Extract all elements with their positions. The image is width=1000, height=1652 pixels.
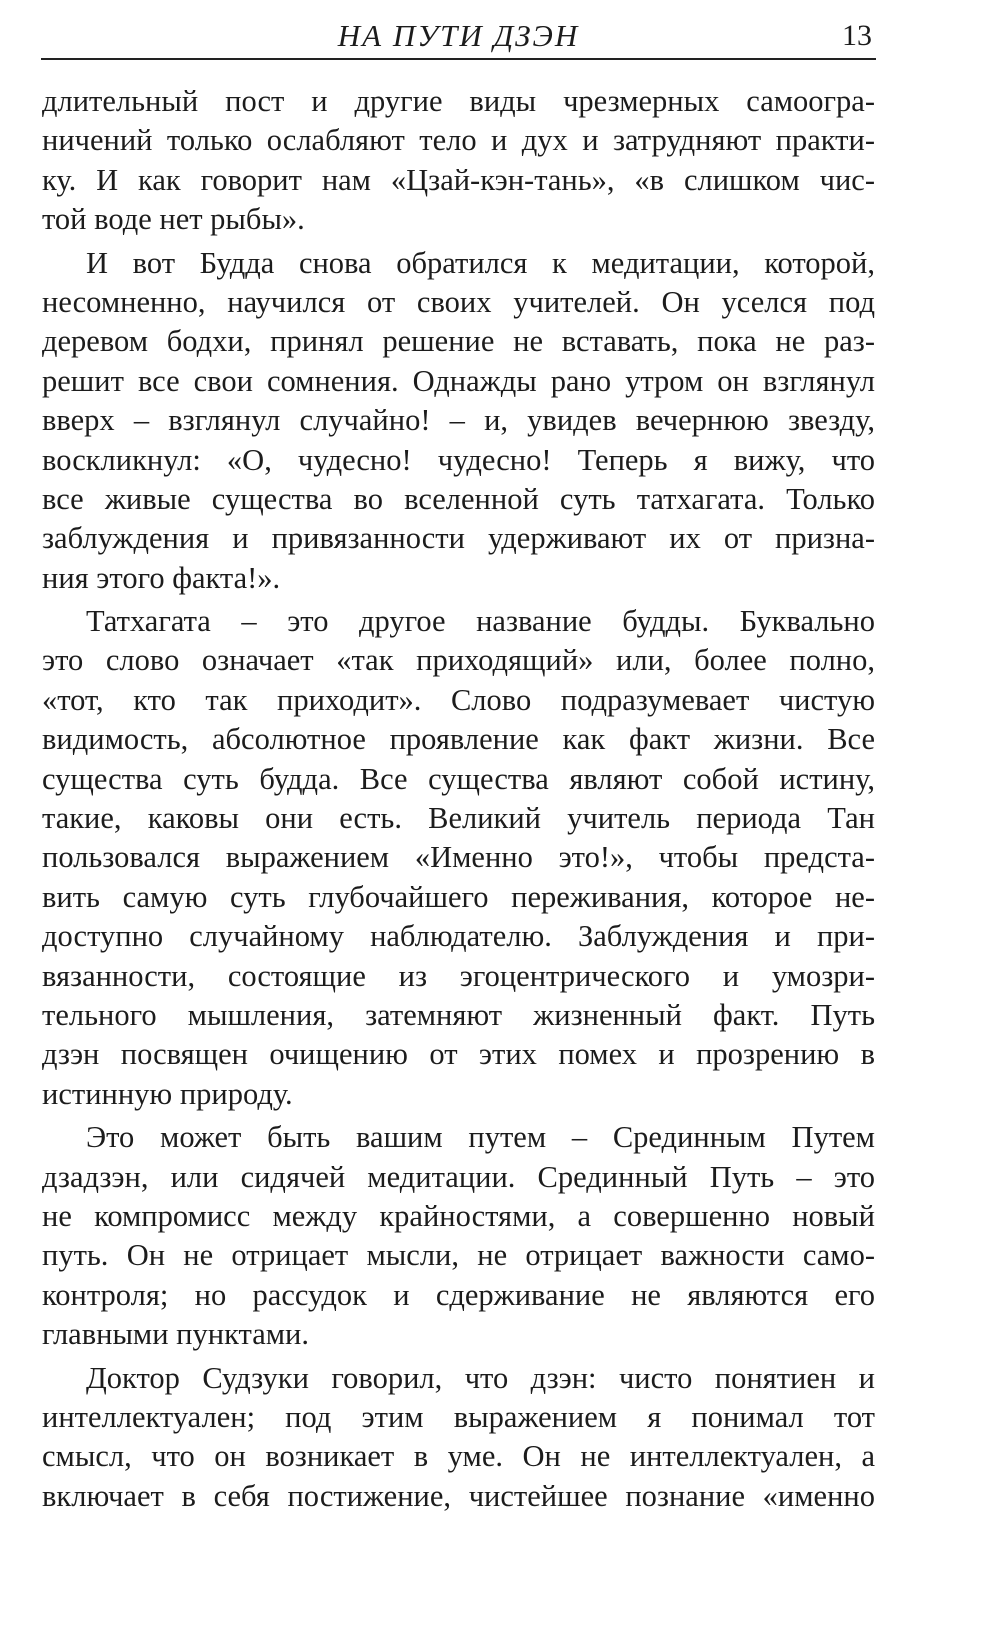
text-line: это слово означает «так приходящий» или, более полно, bbox=[42, 643, 875, 678]
text-line: ничений только ослабляют тело и дух и затрудняют практи- bbox=[42, 123, 875, 158]
text-line: все живые существа во вселенной суть татхагата. Только bbox=[42, 481, 875, 516]
running-header bbox=[41, 14, 876, 60]
text-line: Татхагата – это другое название будды. Буквально bbox=[86, 604, 875, 639]
text-line: доступно случайному наблюдателю. Заблуждения и при- bbox=[42, 919, 875, 954]
text-line: вить самую суть глубочайшего переживания, которое не- bbox=[42, 879, 875, 914]
text-line: тельного мышления, затемняют жизненный факт. Путь bbox=[42, 997, 875, 1032]
text-line: существа суть будда. Все существа являют собой истину, bbox=[42, 761, 875, 796]
text-line: несомненно, научился от своих учителей. Он уселся под bbox=[42, 284, 875, 319]
text-line: решит все свои сомнения. Однажды рано утром он взглянул bbox=[42, 363, 875, 398]
text-line: включает в себя постижение, чистейшее познание «именно bbox=[42, 1478, 875, 1513]
text-line: видимость, абсолютное проявление как факт жизни. Все bbox=[42, 722, 875, 757]
text-line: заблуждения и привязанности удерживают их от призна- bbox=[42, 521, 875, 556]
running-title: НА ПУТИ ДЗЭН bbox=[337, 18, 580, 53]
text-line: ния этого факта!». bbox=[42, 560, 281, 595]
text-line: вязанности, состоящие из эгоцентрического и умозри- bbox=[42, 958, 875, 993]
text-line: ку. И как говорит нам «Цзай-кэн-тань», «в слишком чис- bbox=[42, 162, 875, 197]
text-line: не компромисс между крайностями, а совершенно новый bbox=[42, 1198, 875, 1233]
text-line: длительный пост и другие виды чрезмерных самоогра- bbox=[42, 84, 875, 118]
text-line: главными пунктами. bbox=[42, 1317, 309, 1352]
text-line: воскликнул: «О, чудесно! чудесно! Теперь я вижу, что bbox=[42, 442, 875, 477]
text-line: Доктор Судзуки говорил, что дзэн: чисто понятиен и bbox=[86, 1360, 875, 1395]
body-text bbox=[42, 82, 875, 1516]
text-line: «тот, кто так приходит». Слово подразумевает чистую bbox=[42, 682, 875, 717]
page-number: 13 bbox=[842, 19, 872, 52]
text-line: дзэн посвящен очищению от этих помех и прозрению в bbox=[42, 1037, 875, 1072]
text-line: путь. Он не отрицает мысли, не отрицает важности само- bbox=[42, 1238, 875, 1273]
text-line: контроля; но рассудок и сдерживание не являются его bbox=[42, 1277, 875, 1312]
text-line: той воде нет рыбы». bbox=[42, 202, 305, 237]
text-line: пользовался выражением «Именно это!», чтобы предста- bbox=[42, 840, 875, 875]
text-line: деревом бодхи, принял решение не вставать, пока не раз- bbox=[42, 324, 875, 359]
text-line: такие, каковы они есть. Великий учитель периода Тан bbox=[42, 801, 875, 836]
text-line: Это может быть вашим путем – Срединным Путем bbox=[86, 1120, 875, 1155]
text-line: истинную природу. bbox=[42, 1076, 293, 1111]
text-line: вверх – взглянул случайно! – и, увидев вечернюю звезду, bbox=[42, 403, 875, 438]
text-line: И вот Будда снова обратился к медитации, которой, bbox=[86, 245, 875, 280]
text-line: интеллектуален; под этим выражением я понимал тот bbox=[42, 1399, 875, 1434]
text-line: дзадзэн, или сидячей медитации. Срединный Путь – это bbox=[42, 1159, 875, 1194]
text-line: смысл, что он возникает в уме. Он не интеллектуален, а bbox=[42, 1439, 875, 1474]
